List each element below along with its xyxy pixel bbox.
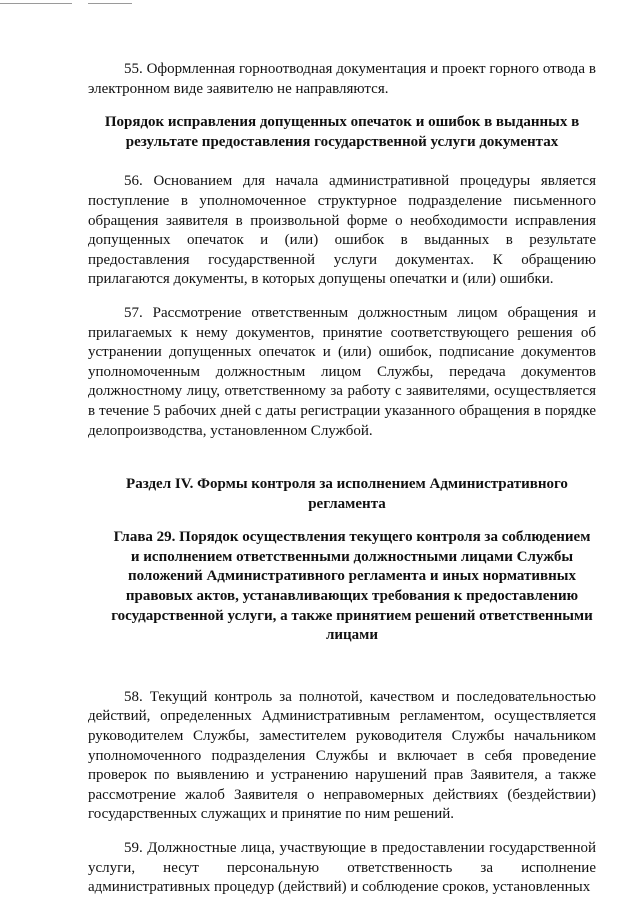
chapter-title: Глава 29. Порядок осуществления текущего контроля за соблюдением и исполнением ответственными должностными лицами Службы положений Административного регламента и иных нормативных правовых актов, устанавливающих требования к предоставлению государственной услуги, а также принятием решений ответственными лицами — [111, 529, 593, 644]
paragraph-59: 59. Должностные лица, участвующие в предоставлении государственной услуги, несут персональную ответственность за исполнение административных процедур (действий) и соблюдение сроков, установленных — [88, 840, 596, 896]
scan-edge-line — [0, 3, 72, 4]
section-title: Раздел IV. Формы контроля за исполнением Административного регламента — [126, 476, 568, 512]
paragraph-58: 58. Текущий контроль за полнотой, качеством и последовательностью действий, определенных Административным регламентом, осуществляется руководителем Службы, заместителем руководителя Службы начальником уполномоченного подразделения Службы и включает в себя проведение проверок по выявлению и устранению нарушений прав Заявителя, а также рассмотрение жалоб Заявителя о неправомерных действиях (бездействии) государственных служащих и принятие по ним решений. — [88, 688, 596, 823]
paragraph-55: 55. Оформленная горноотводная документация и проект горного отвода в электронном виде заявителю не направляются. — [88, 61, 596, 97]
document-body — [88, 60, 596, 898]
heading-error-correction: Порядок исправления допущенных опечаток и ошибок в выданных в результате предоставления государственной услуги документах — [104, 114, 580, 150]
scan-edge-line — [88, 3, 132, 4]
paragraph-56: 56. Основанием для начала административной процедуры является поступление в уполномоченное структурное подразделение письменного обращения заявителя в произвольной форме о необходимости исправления допущенных опечаток и (или) ошибок в выданных в результате предоставления государственной услуги документах. К обращению прилагаются документы, в которых допущены опечатки и (или) ошибки. — [88, 173, 596, 288]
paragraph-57: 57. Рассмотрение ответственным должностным лицом обращения и прилагаемых к нему документов, принятие соответствующего решения об устранении допущенных опечаток и (или) ошибок, подписание документов уполномоченным должностным лицом Службы, передача документов должностному лицу, ответственному за работу с заявителями, осуществляется в течение 5 рабочих дней с даты регистрации указанного обращения в порядке делопроизводства, установленном Службой. — [88, 304, 596, 439]
